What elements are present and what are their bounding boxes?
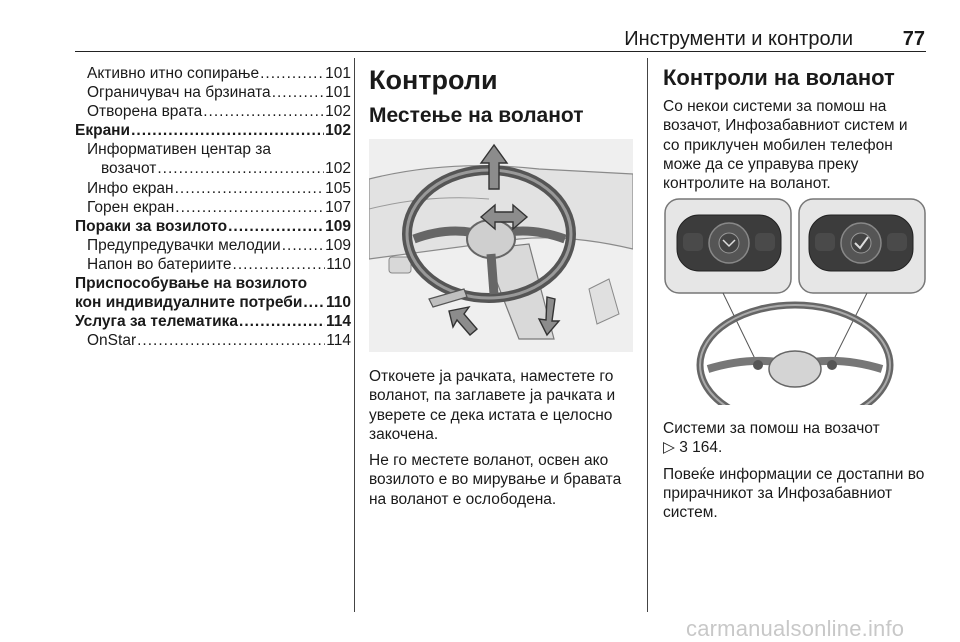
toc-entry[interactable] (75, 255, 351, 274)
reference-text: Системи за помош на возачот (663, 420, 880, 437)
paragraph: Откочете ја рачката, наместете го воланот, па заглавете ја рачката и уверете се дека истата е целосно закочена. (369, 368, 616, 443)
wheel-buttons-drawing (663, 197, 927, 405)
subsection-heading: Местење на воланот (369, 104, 584, 127)
toc-entry-page: 102 (325, 122, 351, 140)
toc-entry-title: Екрани (75, 122, 131, 140)
toc-entry-page: 110 (326, 255, 351, 273)
toc-entry-title: Пораки за возилото (75, 217, 228, 235)
column-divider-right (647, 58, 648, 612)
toc-leader-dots (175, 179, 325, 198)
toc-entry-page: 102 (325, 103, 351, 121)
toc-entry[interactable] (75, 293, 351, 312)
toc-entry[interactable] (75, 274, 351, 293)
steering-adjust-illustration (369, 139, 633, 352)
toc-entry-page: 107 (325, 198, 351, 216)
toc-entry-title: Отворена врата (87, 103, 203, 121)
toc-entry[interactable] (75, 312, 351, 331)
toc-entry-title: Активно итно сопирање (87, 65, 260, 82)
toc-entry-title: Приспособување на возилото (75, 275, 308, 293)
wheel-controls-illustration (663, 197, 927, 405)
toc-leader-dots (203, 102, 324, 121)
toc-leader-dots (137, 331, 325, 350)
paragraph: Со некои системи за помош на возачот, Инфозабавниот систем и со приклучен мобилен телефон може да се управува преку контролите на воланот. (663, 98, 908, 193)
toc-entry[interactable] (75, 64, 351, 83)
reference-paragraph (663, 419, 927, 458)
reference-page: 3 164. (679, 439, 723, 457)
header-divider (75, 51, 926, 52)
toc-entry-page: 101 (325, 65, 351, 82)
toc-entry[interactable] (75, 140, 351, 159)
toc-entry[interactable] (75, 83, 351, 102)
section-heading: Контроли на воланот (663, 65, 895, 90)
toc-entry-page: 109 (325, 236, 351, 254)
toc-leader-dots (282, 236, 324, 255)
toc-entry-title: возачот (101, 160, 157, 178)
toc-entry-title: Информативен центар за (87, 141, 272, 159)
toc-entry-title: кон индивидуалните потреби (75, 294, 303, 312)
toc-entry-title: Инфо екран (87, 179, 174, 197)
paragraph: Не го местете воланот, освен ако возилото е во мирување и бравата на воланот е ослободена. (369, 452, 622, 508)
toc-entry[interactable] (75, 179, 351, 198)
toc-entry[interactable] (75, 198, 351, 217)
toc-leader-dots (272, 83, 324, 102)
toc-leader-dots (260, 64, 324, 83)
toc-leader-dots (228, 217, 324, 236)
toc-leader-dots (233, 255, 326, 274)
toc-entry-page: 114 (325, 313, 351, 331)
toc-entry-title: Услуга за телематика (75, 313, 239, 331)
adjust-instructions (369, 367, 633, 516)
toc-entry[interactable] (75, 331, 351, 350)
column-divider-left (354, 58, 355, 612)
page-header (75, 28, 925, 50)
section-heading: Контроли (369, 65, 498, 95)
wheel-controls-section (663, 64, 927, 92)
toc-entry-title: Горен екран (87, 198, 175, 216)
watermark: carmanualsonline.info (686, 616, 905, 641)
wheel-controls-notes (663, 419, 927, 529)
page-number: 77 (902, 28, 925, 50)
toc-entry[interactable] (75, 236, 351, 255)
toc-entry[interactable] (75, 102, 351, 121)
toc-entry-page: 101 (325, 84, 351, 102)
toc-entry-page: 109 (325, 217, 351, 235)
toc-entry-title: OnStar (87, 332, 137, 350)
table-of-contents (75, 64, 351, 350)
toc-leader-dots (303, 293, 325, 312)
toc-entry-page: 102 (325, 160, 351, 178)
wheel-controls-intro (663, 97, 927, 200)
toc-entry-title: Предупредувачки мелодии (87, 236, 281, 254)
controls-section (369, 64, 633, 129)
toc-leader-dots (175, 198, 324, 217)
toc-entry-page: 105 (325, 179, 351, 197)
chapter-title: Инструменти и контроли (624, 28, 853, 50)
toc-entry-title: Ограничувач на брзината (87, 84, 271, 102)
toc-leader-dots (157, 159, 324, 178)
toc-entry[interactable] (75, 217, 351, 236)
paragraph: Повеќе информации се достапни во прирачникот за Инфозабавниот систем. (663, 465, 925, 522)
arrow-reference-icon: ▷ (663, 439, 680, 457)
toc-leader-dots (131, 121, 324, 140)
toc-leader-dots (239, 312, 325, 331)
toc-entry-page: 110 (325, 294, 351, 312)
toc-entry[interactable] (75, 159, 351, 178)
toc-entry[interactable] (75, 121, 351, 140)
toc-entry-title: Напон во батериите (87, 255, 232, 273)
steering-wheel-drawing (369, 139, 633, 352)
toc-entry-page: 114 (326, 332, 351, 350)
